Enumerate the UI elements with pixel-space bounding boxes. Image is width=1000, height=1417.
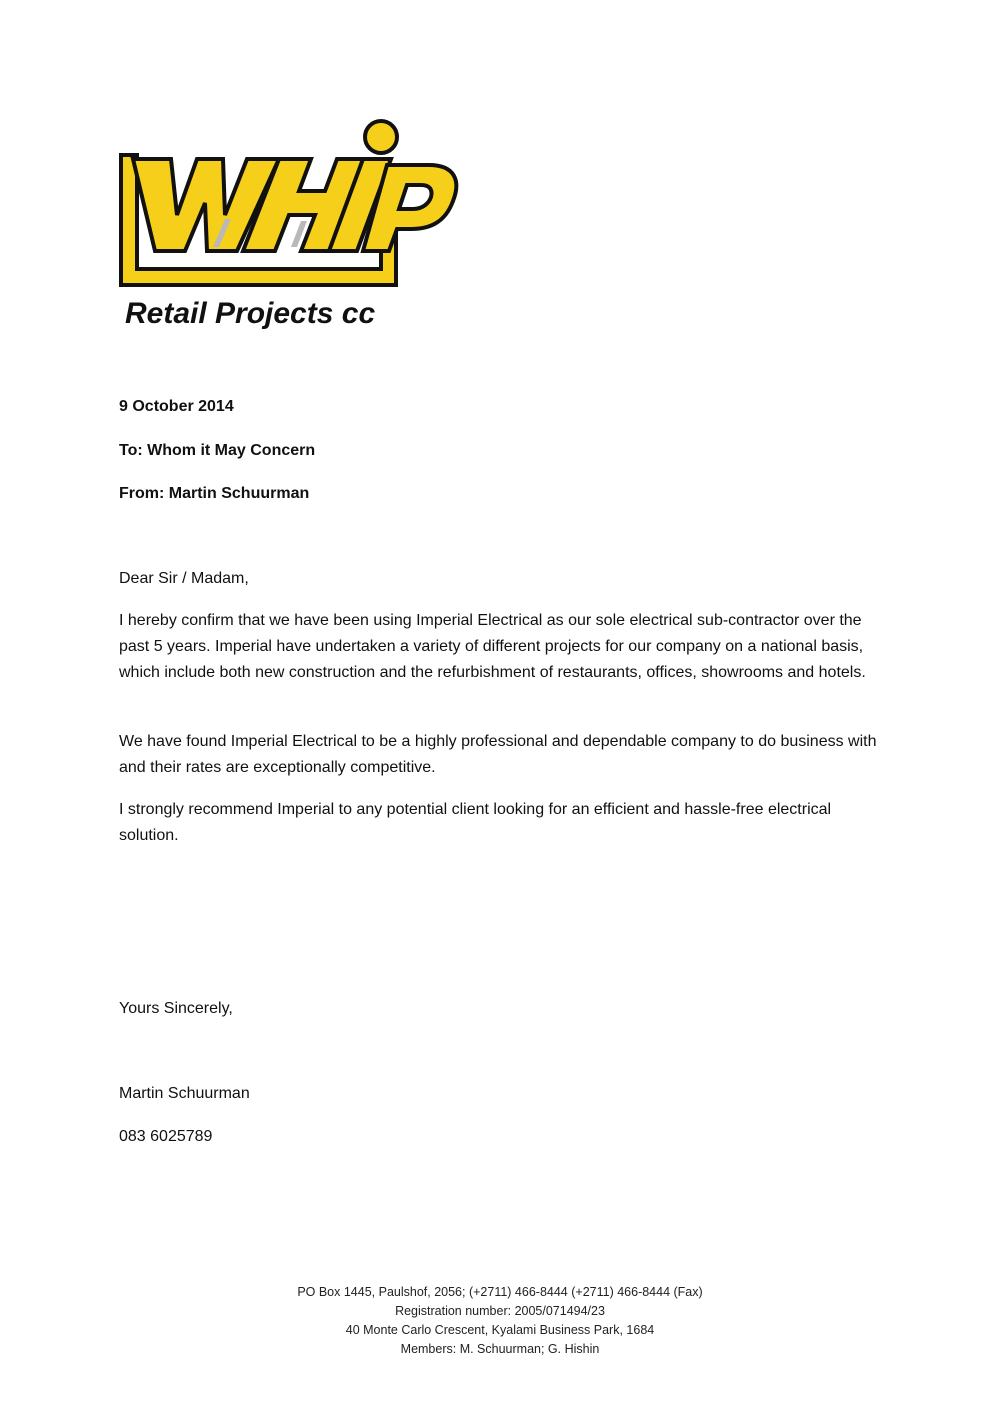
footer-street-address: 40 Monte Carlo Crescent, Kyalami Business Park, 1684 — [345, 1323, 655, 1337]
salutation: Dear Sir / Madam, — [119, 570, 249, 587]
body-paragraph: I hereby confirm that we have been using Imperial Electrical as our sole electrical sub-contractor over the past 5 years. Imperial have undertaken a variety of different projects for our company on a national basis, which include both new construction and the refurbishment of restaurants, offices, showrooms and hotels. — [119, 612, 866, 681]
letter-recipient: To: Whom it May Concern — [119, 442, 316, 459]
letter-date: 9 October 2014 — [119, 398, 234, 415]
letter-footer — [0, 1283, 1000, 1359]
company-logo — [119, 119, 459, 331]
footer-members: Members: M. Schuurman; G. Hishin — [400, 1342, 600, 1356]
body-paragraph: I strongly recommend Imperial to any potential client looking for an efficient and hassle-free electrical solution. — [119, 801, 832, 844]
signatory-name: Martin Schuurman — [119, 1085, 250, 1102]
signoff: Yours Sincerely, — [119, 1000, 233, 1017]
body-paragraph: We have found Imperial Electrical to be a highly professional and dependable company to do business with and their rates are exceptionally competitive. — [119, 733, 877, 776]
letter-sender: From: Martin Schuurman — [119, 485, 310, 502]
signatory-phone: 083 6025789 — [119, 1128, 213, 1145]
logo-tagline: Retail Projects cc — [125, 297, 376, 330]
footer-registration: Registration number: 2005/071494/23 — [395, 1304, 605, 1318]
footer-address-line: PO Box 1445, Paulshof, 2056; (+2711) 466-8444 (+2711) 466-8444 (Fax) — [297, 1285, 703, 1299]
